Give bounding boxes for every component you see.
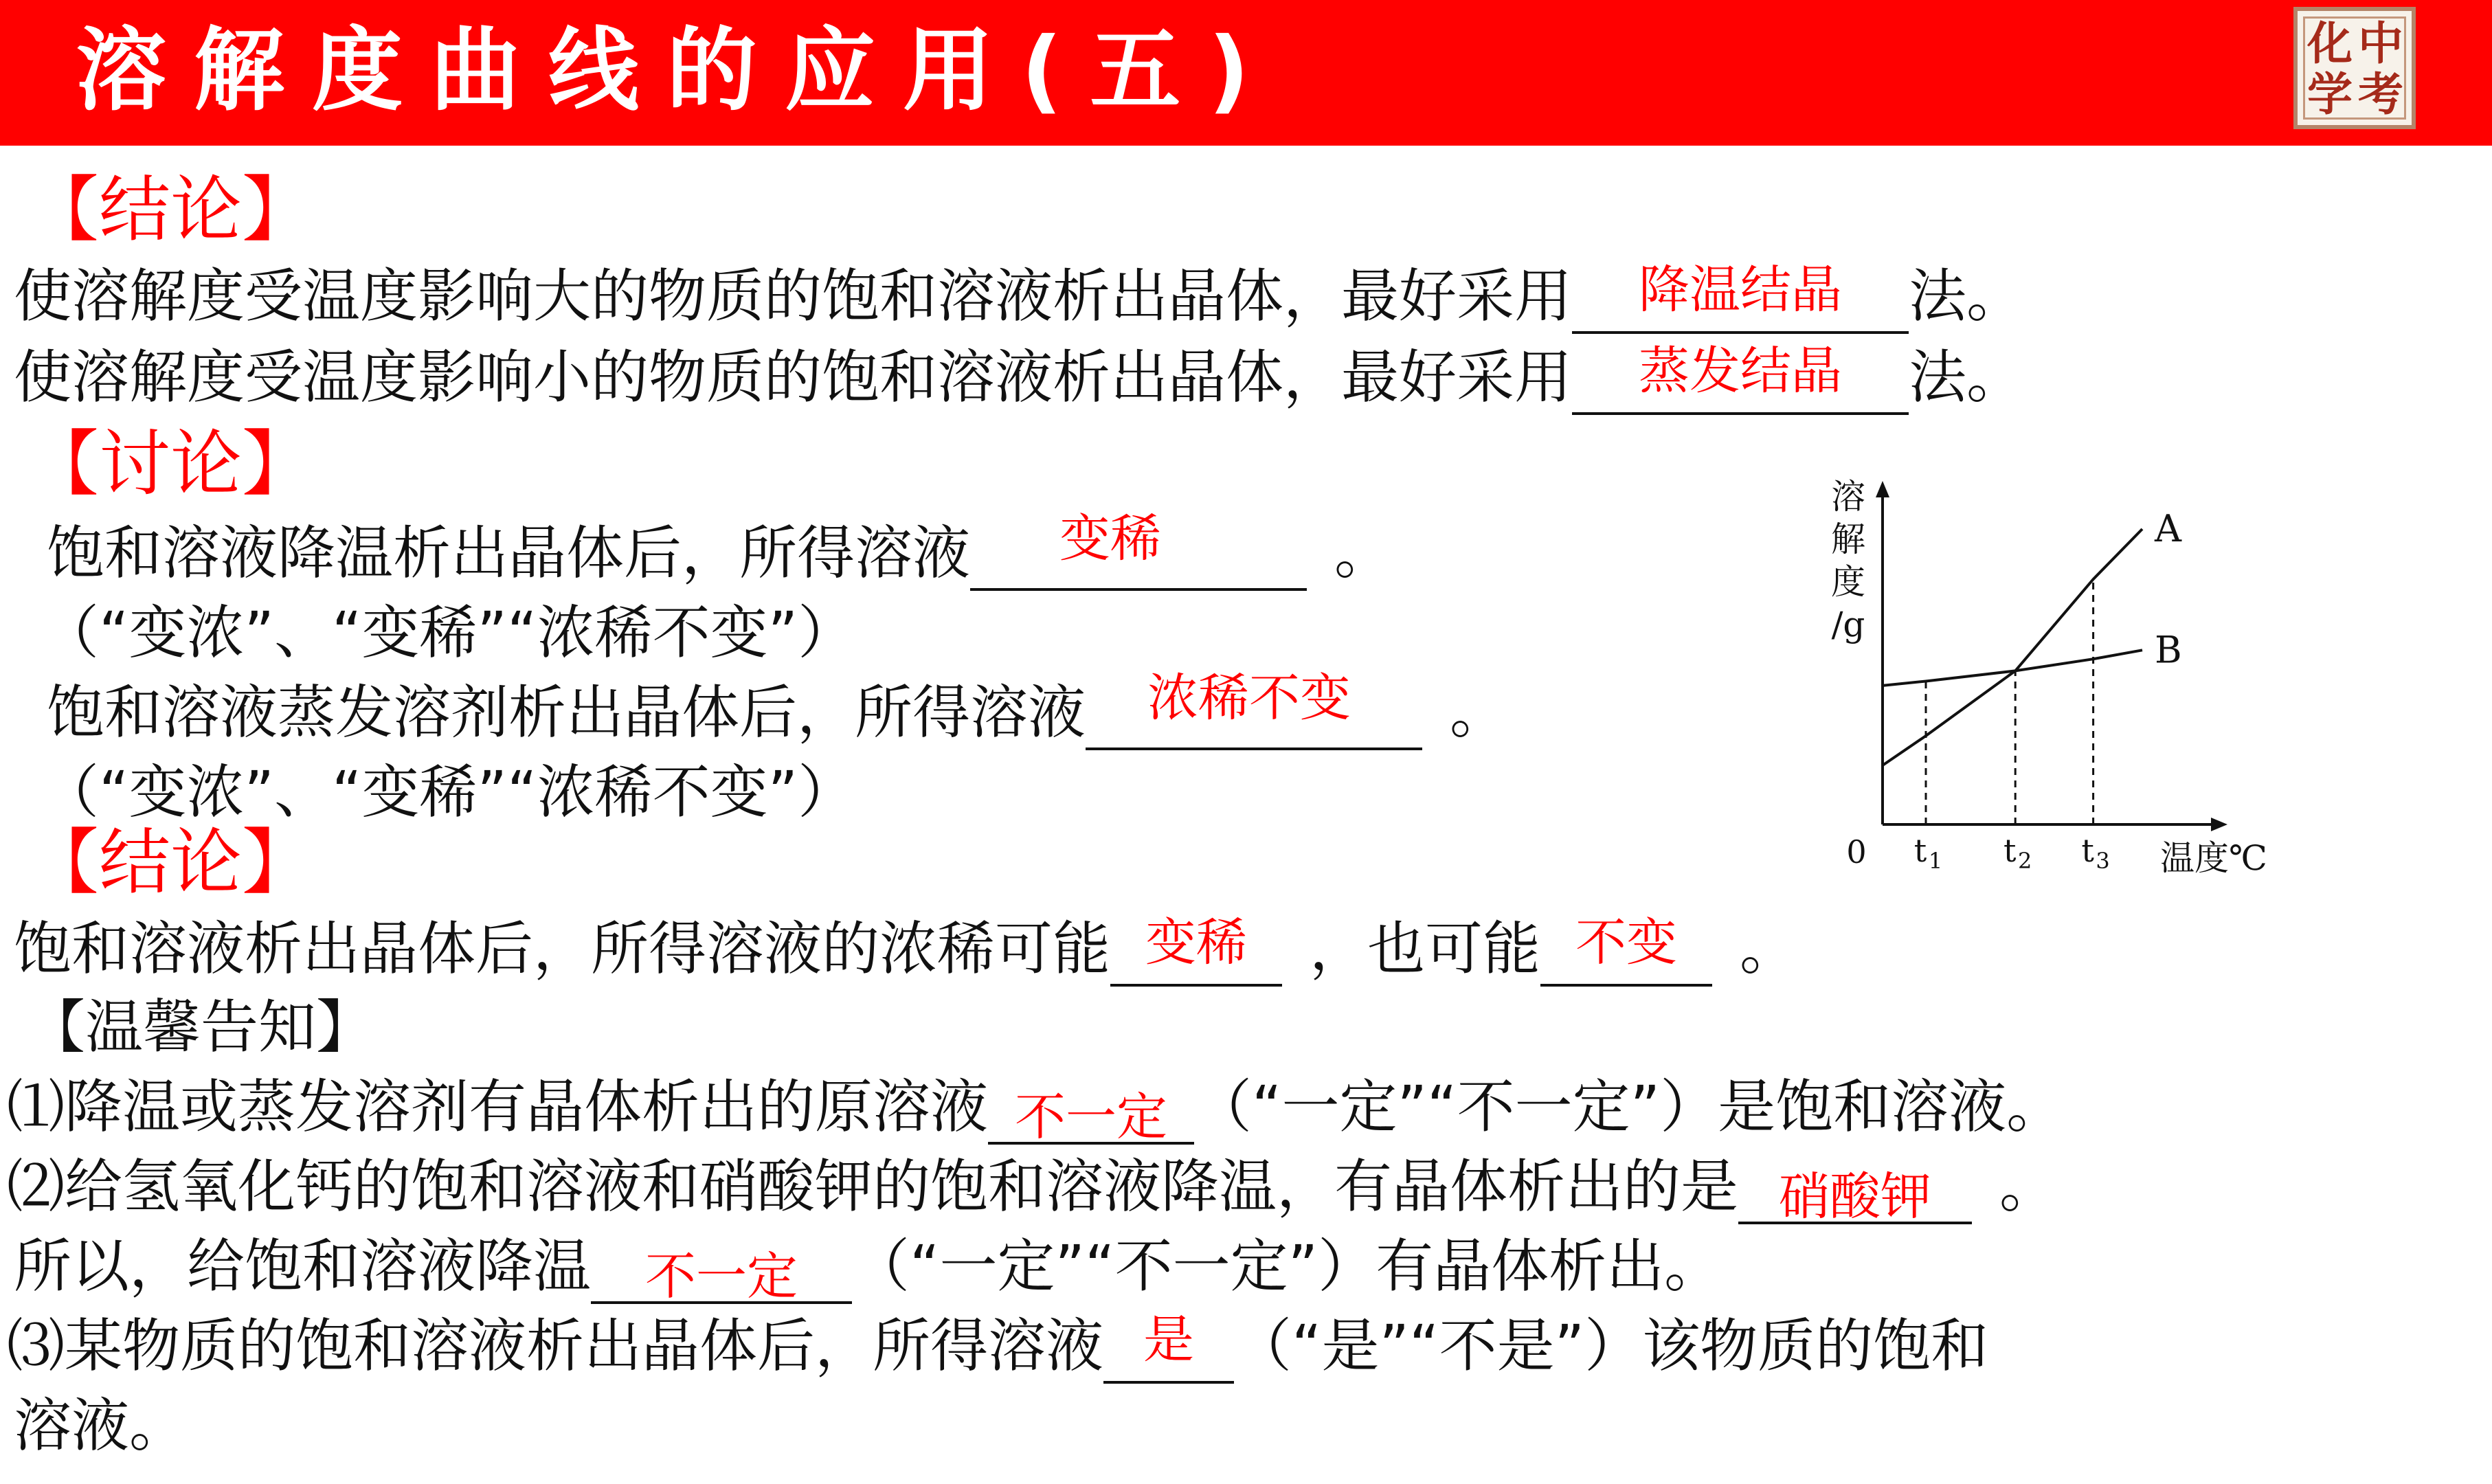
answer-blank[interactable] — [1572, 262, 1909, 334]
answer-text: 变稀 — [1059, 509, 1162, 568]
solubility-chart — [1807, 474, 2267, 886]
conclusion-line-1 — [14, 258, 2024, 334]
tips-heading: 【温馨告知】 — [27, 993, 374, 1061]
series-label-a: A — [2155, 507, 2181, 550]
discussion-q1 — [47, 509, 1393, 591]
stamp-char: 学 — [2307, 67, 2353, 121]
line-text: 饱和溶液析出晶体后，所得溶液的浓稀可能 — [14, 915, 1111, 982]
answer-text: 变稀 — [1145, 913, 1248, 972]
answer-text: 是 — [1143, 1310, 1195, 1369]
y-axis-label: /g — [1831, 605, 1865, 644]
origin-label: 0 — [1846, 833, 1867, 870]
answer-blank[interactable] — [1738, 1153, 1972, 1224]
x-tick-label: t — [2003, 832, 2017, 869]
line-text: （“是”“不是”）该物质的饱和 — [1234, 1312, 1989, 1380]
line-text: 。 — [1740, 915, 1798, 982]
answer-blank[interactable] — [591, 1233, 852, 1304]
line-text: （“一定”“不一定”）是饱和溶液。 — [1194, 1073, 2065, 1140]
answer-blank[interactable] — [970, 509, 1307, 591]
x-tick-label: t — [2081, 832, 2094, 869]
line-text: 法。 — [1909, 344, 2025, 411]
answer-blank[interactable] — [1540, 915, 1712, 987]
line-text: 所以，给饱和溶液降温 — [14, 1233, 592, 1300]
discussion-q2 — [47, 668, 1508, 750]
tip-1 — [7, 1069, 2064, 1145]
answer-text: 蒸发结晶 — [1639, 341, 1843, 401]
line-text: ⑴降温或蒸发溶剂有晶体析出的原溶液 — [7, 1073, 989, 1140]
y-axis-arrow — [1876, 481, 1889, 497]
conclusion-line-2 — [14, 339, 2024, 415]
tip-3 — [7, 1308, 1988, 1384]
line-text: ⑵给氢氧化钙的饱和溶液和硝酸钾的饱和溶液降温，有晶体析出的是 — [7, 1153, 1739, 1220]
answer-blank[interactable] — [1103, 1312, 1234, 1384]
x-tick-subscript: 3 — [2096, 848, 2110, 874]
answer-text: 硝酸钾 — [1779, 1167, 1932, 1226]
x-axis-label: 温度℃ — [2160, 838, 2267, 878]
discussion-q1-options: （“变浓”、“变稀”“浓稀不变”） — [41, 599, 856, 666]
conclusion2-heading: 【结论】 — [27, 820, 314, 904]
answer-text: 不一定 — [645, 1247, 798, 1306]
stamp-char: 化 — [2307, 16, 2353, 70]
tip-2b — [14, 1228, 1722, 1304]
page-title: 溶解度曲线的应用(五) — [76, 18, 1277, 124]
answer-text: 降温结晶 — [1639, 260, 1843, 319]
chart-series — [1883, 529, 2142, 765]
line-text: ，也可能 — [1310, 915, 1541, 982]
line-text: （“一定”“不一定”）有晶体析出。 — [852, 1233, 1722, 1300]
line-text: ⑶某物质的饱和溶液析出晶体后，所得溶液 — [7, 1312, 1104, 1380]
conclusion2-line — [14, 911, 1797, 987]
x-tick-label: t — [1913, 832, 1927, 869]
logo-stamp — [2293, 7, 2416, 129]
discussion-heading: 【讨论】 — [27, 422, 314, 506]
stamp-char: 考 — [2358, 67, 2403, 121]
header-bar — [0, 0, 2492, 146]
x-tick-subscript: 2 — [2018, 848, 2032, 874]
answer-text: 不变 — [1575, 913, 1678, 972]
line-text: 使溶解度受温度影响大的物质的饱和溶液析出晶体，最好采用 — [14, 262, 1573, 330]
answer-blank[interactable] — [1086, 668, 1422, 750]
line-text: 。 — [1334, 519, 1393, 587]
line-text: 。 — [1999, 1153, 2058, 1220]
y-axis-label: 解 — [1831, 519, 1865, 559]
conclusion-heading: 【结论】 — [27, 168, 314, 251]
y-axis-label: 溶 — [1831, 477, 1865, 517]
tip-2 — [7, 1149, 2057, 1224]
answer-blank[interactable] — [988, 1073, 1194, 1145]
line-text: 饱和溶液蒸发溶剂析出晶体后，所得溶液 — [47, 679, 1086, 746]
answer-blank[interactable] — [1110, 915, 1282, 987]
tip-3-cont: 溶液。 — [14, 1392, 188, 1459]
line-text: 法。 — [1909, 262, 2025, 330]
stamp-char: 中 — [2358, 16, 2403, 70]
series-line-b — [1883, 650, 2142, 686]
answer-text: 不一定 — [1015, 1088, 1168, 1147]
y-axis-label: 度 — [1831, 562, 1865, 602]
chart-labels — [1831, 477, 2267, 878]
chart-guides — [1926, 579, 2093, 824]
line-text: 使溶解度受温度影响小的物质的饱和溶液析出晶体，最好采用 — [14, 344, 1573, 411]
answer-blank[interactable] — [1572, 341, 1909, 415]
line-text: 饱和溶液降温析出晶体后，所得溶液 — [47, 519, 971, 587]
answer-text: 浓稀不变 — [1147, 668, 1351, 728]
x-tick-subscript: 1 — [1928, 848, 1943, 874]
discussion-q2-options: （“变浓”、“变稀”“浓稀不变”） — [41, 758, 856, 826]
line-text: 。 — [1450, 679, 1508, 746]
x-axis-arrow — [2211, 818, 2227, 831]
series-label-b: B — [2155, 628, 2182, 672]
series-line-a — [1883, 529, 2142, 765]
